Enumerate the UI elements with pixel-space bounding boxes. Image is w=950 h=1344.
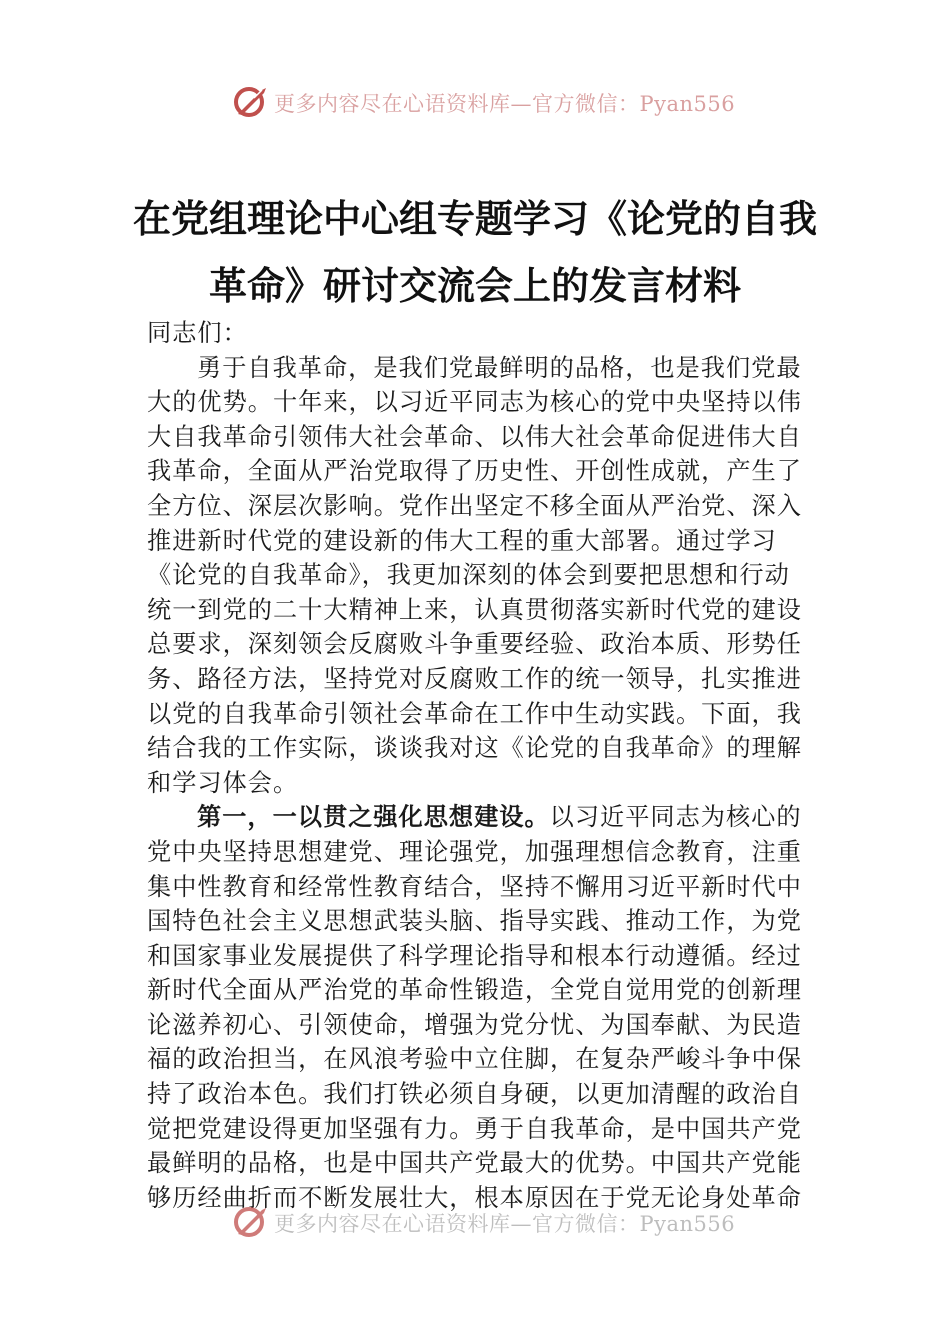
paragraph-line: 大自我革命引领伟大社会革命、以伟大社会革命促进伟大自: [147, 422, 802, 451]
paragraph-line: 新时代全面从严治党的革命性锻造，全党自觉用党的创新理: [147, 976, 802, 1005]
paragraph-line: 统一到党的二十大精神上来，认真贯彻落实新时代党的建设: [147, 595, 802, 624]
document-title-line-1: 在党组理论中心组专题学习《论党的自我: [132, 196, 817, 241]
paragraph-line: 够历经曲折而不断发展壮大，根本原因在于党无论身处革命: [147, 1183, 802, 1212]
paragraph-line: 勇于自我革命，是我们党最鲜明的品格，也是我们党最: [197, 353, 802, 382]
paragraph-line: 《论党的自我革命》，我更加深刻的体会到要把思想和行动: [147, 561, 790, 590]
paragraph-text: 以习近平同志为核心的: [549, 803, 802, 832]
paragraph-line: 结合我的工作实际，谈谈我对这《论党的自我革命》的理解: [147, 734, 802, 763]
paragraph-line: 持了政治本色。我们打铁必须自身硬，以更加清醒的政治自: [147, 1080, 802, 1109]
paragraph-line: 我革命，全面从严治党取得了历史性、开创性成就，产生了: [147, 457, 802, 486]
paragraph-line: 全方位、深层次影响。党作出坚定不移全面从严治党、深入: [147, 491, 802, 520]
document-title-line-2: 革命》研讨交流会上的发言材料: [208, 263, 741, 308]
paragraph-line: 觉把党建设得更加坚强有力。勇于自我革命，是中国共产党: [147, 1114, 802, 1143]
section-heading: 第一，一以贯之强化思想建设。: [197, 802, 550, 832]
paragraph-line: 国特色社会主义思想武装头脑、指导实践、推动工作，为党: [147, 907, 802, 936]
watermark-banner-bottom: [0, 1202, 950, 1242]
paragraph-line: 以党的自我革命引领社会革命在工作中生动实践。下面，我: [147, 699, 802, 728]
paragraph-line: 务、路径方法，坚持党对反腐败工作的统一领导，扎实推进: [147, 664, 802, 693]
paragraph-line: 最鲜明的品格，也是中国共产党最大的优势。中国共产党能: [147, 1149, 802, 1178]
paragraph-line: 集中性教育和经常性教育结合，坚持不懈用习近平新时代中: [147, 872, 802, 901]
paragraph-1: [147, 351, 807, 801]
paragraph-line: 党中央坚持思想建党、理论强党，加强理想信念教育，注重: [147, 837, 802, 866]
document-body: [147, 316, 807, 1215]
paragraph-line: 总要求，深刻领会反腐败斗争重要经验、政治本质、形势任: [147, 630, 802, 659]
paragraph-line: 和国家事业发展提供了科学理论指导和根本行动遵循。经过: [147, 941, 802, 970]
paragraph-line: 推进新时代党的建设新的伟大工程的重大部署。通过学习: [147, 526, 777, 555]
quill-logo-icon: [232, 1204, 270, 1238]
watermark-text: 更多内容尽在心语资料库—官方微信：Pyan556: [274, 92, 736, 116]
watermark-text: 更多内容尽在心语资料库—官方微信：Pyan556: [274, 1212, 736, 1236]
quill-logo-icon: [232, 84, 270, 118]
paragraph-2: [147, 800, 807, 1215]
paragraph-line: 和学习体会。: [147, 768, 299, 797]
paragraph-line: 论滋养初心、引领使命，增强为党分忧、为国奉献、为民造: [147, 1010, 802, 1039]
salutation: 同志们：: [147, 319, 248, 347]
watermark-banner-top: [0, 82, 950, 122]
paragraph-line: 大的优势。十年来，以习近平同志为核心的党中央坚持以伟: [147, 388, 802, 417]
paragraph-line: [147, 800, 807, 835]
paragraph-line: 福的政治担当，在风浪考验中立住脚，在复杂严峻斗争中保: [147, 1045, 802, 1074]
